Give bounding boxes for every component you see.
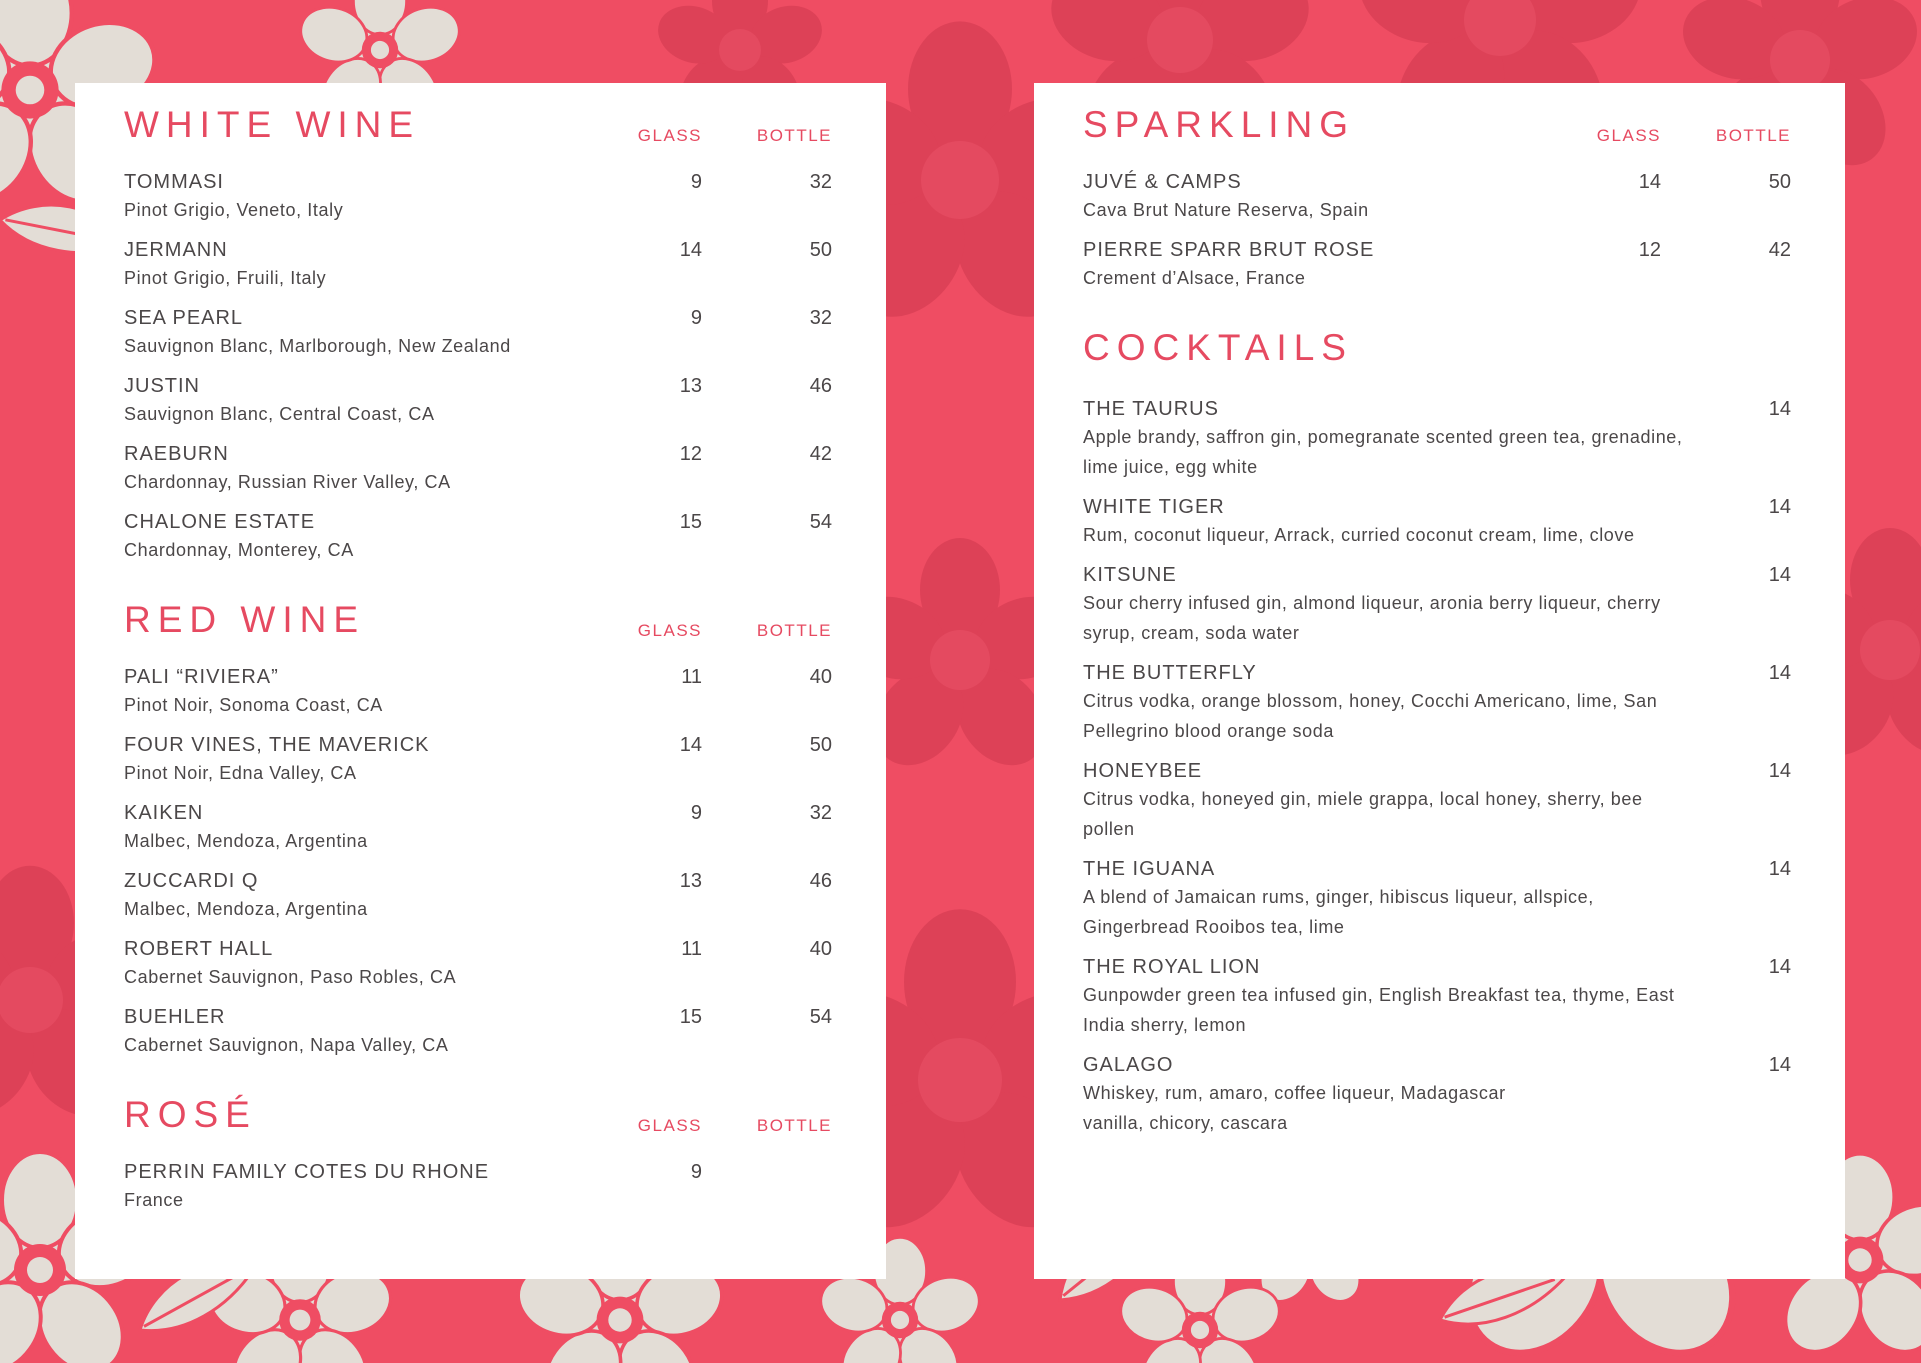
menu-item (124, 169, 832, 225)
bottle-column-label: BOTTLE (756, 1116, 832, 1135)
item-name: JUSTIN (124, 375, 200, 397)
white-wine-section (124, 96, 832, 565)
item-name: WHITE TIGER (1083, 496, 1225, 518)
item-name: TOMMASI (124, 171, 224, 193)
menu-item (124, 305, 832, 361)
menu-item (1083, 856, 1791, 942)
item-description: Sauvignon Blanc, Central Coast, CA (124, 404, 435, 424)
section-header (1083, 319, 1791, 371)
item-name: KAIKEN (124, 802, 204, 824)
cocktails-section (1083, 319, 1791, 1138)
bottle-column-label: BOTTLE (1715, 126, 1791, 145)
menu-panel-left (75, 83, 886, 1279)
item-price: 14 (1768, 760, 1791, 782)
item-name: PALI “RIVIERA” (124, 666, 279, 688)
item-description: A blend of Jamaican rums, ginger, hibiscus liqueur, allspice, Gingerbread Rooibos tea, lime (1083, 887, 1594, 937)
menu-item (124, 441, 832, 497)
glass-price: 12 (1638, 239, 1661, 261)
section-title: RED WINE (124, 599, 365, 640)
section-title: SPARKLING (1083, 104, 1356, 145)
rose-section (124, 1086, 832, 1215)
item-name: PIERRE SPARR BRUT ROSE (1083, 239, 1375, 261)
bottle-price: 32 (809, 307, 832, 329)
menu-item (124, 732, 832, 788)
menu-item (124, 373, 832, 429)
item-price: 14 (1768, 1054, 1791, 1076)
item-price: 14 (1768, 496, 1791, 518)
item-price: 14 (1768, 564, 1791, 586)
item-name: THE TAURUS (1083, 398, 1219, 420)
menu-item (124, 800, 832, 856)
bottle-price: 40 (809, 938, 832, 960)
item-description: France (124, 1190, 184, 1210)
bottle-price: 46 (809, 375, 832, 397)
bottle-price: 42 (809, 443, 832, 465)
bottle-price: 50 (809, 734, 832, 756)
item-description: Pinot Grigio, Fruili, Italy (124, 268, 327, 288)
item-description: Crement d’Alsace, France (1083, 268, 1306, 288)
glass-column-label: GLASS (1596, 126, 1661, 145)
glass-price: 11 (681, 666, 702, 688)
glass-column-label: GLASS (637, 126, 702, 145)
glass-price: 14 (679, 734, 702, 756)
item-description: Chardonnay, Monterey, CA (124, 540, 354, 560)
bottle-column-label: BOTTLE (756, 621, 832, 640)
menu-item (1083, 494, 1791, 550)
section-header (124, 591, 832, 643)
menu-item (124, 509, 832, 565)
item-name: ZUCCARDI Q (124, 870, 259, 892)
item-name: THE ROYAL LION (1083, 956, 1261, 978)
glass-price: 13 (679, 870, 702, 892)
item-name: KITSUNE (1083, 564, 1177, 586)
menu-item (1083, 954, 1791, 1040)
menu-item (1083, 1052, 1791, 1138)
item-price: 14 (1768, 398, 1791, 420)
item-name: THE BUTTERFLY (1083, 662, 1257, 684)
glass-price: 13 (679, 375, 702, 397)
menu-item (1083, 396, 1791, 482)
item-name: THE IGUANA (1083, 858, 1216, 880)
glass-price: 12 (679, 443, 702, 465)
item-description: Pinot Noir, Sonoma Coast, CA (124, 695, 383, 715)
section-title: COCKTAILS (1083, 327, 1353, 368)
glass-price: 11 (681, 938, 702, 960)
section-header (124, 1086, 832, 1138)
item-price: 14 (1768, 662, 1791, 684)
item-name: GALAGO (1083, 1054, 1174, 1076)
section-title: WHITE WINE (124, 104, 421, 145)
item-description: Chardonnay, Russian River Valley, CA (124, 472, 451, 492)
menu-item (1083, 237, 1791, 293)
item-description: Cava Brut Nature Reserva, Spain (1083, 200, 1369, 220)
bottle-price: 42 (1768, 239, 1791, 261)
item-description: Citrus vodka, honeyed gin, miele grappa, local honey, sherry, bee pollen (1083, 789, 1643, 839)
glass-price: 9 (690, 1161, 702, 1183)
bottle-price: 32 (809, 171, 832, 193)
item-description: Gunpowder green tea infused gin, English Breakfast tea, thyme, East India sherry, lemon (1083, 985, 1675, 1035)
glass-price: 14 (679, 239, 702, 261)
glass-price: 9 (690, 307, 702, 329)
section-header (1083, 96, 1791, 148)
sparkling-section (1083, 96, 1791, 293)
item-description: Citrus vodka, orange blossom, honey, Cocchi Americano, lime, San Pellegrino blood orange soda (1083, 691, 1658, 741)
bottle-price: 54 (809, 1006, 832, 1028)
item-name: HONEYBEE (1083, 760, 1203, 782)
glass-price: 15 (679, 511, 702, 533)
menu-panel-right (1034, 83, 1845, 1279)
bottle-price: 32 (809, 802, 832, 824)
item-description: Malbec, Mendoza, Argentina (124, 831, 368, 851)
bottle-price: 40 (809, 666, 832, 688)
item-description: Pinot Noir, Edna Valley, CA (124, 763, 357, 783)
item-price: 14 (1768, 858, 1791, 880)
glass-price: 14 (1638, 171, 1661, 193)
glass-column-label: GLASS (637, 1116, 702, 1135)
item-name: RAEBURN (124, 443, 229, 465)
item-description: Cabernet Sauvignon, Paso Robles, CA (124, 967, 457, 987)
bottle-price: 46 (809, 870, 832, 892)
glass-price: 9 (690, 802, 702, 824)
item-name: PERRIN FAMILY COTES DU RHONE (124, 1161, 490, 1183)
item-name: BUEHLER (124, 1006, 226, 1028)
item-description: Cabernet Sauvignon, Napa Valley, CA (124, 1035, 449, 1055)
glass-column-label: GLASS (637, 621, 702, 640)
menu-item (124, 664, 832, 720)
bottle-price: 50 (1768, 171, 1791, 193)
menu-item (1083, 169, 1791, 225)
item-name: CHALONE ESTATE (124, 511, 316, 533)
item-name: JERMANN (124, 239, 228, 261)
item-description: Malbec, Mendoza, Argentina (124, 899, 368, 919)
item-description: Sauvignon Blanc, Marlborough, New Zealand (124, 336, 511, 356)
menu-item (1083, 660, 1791, 746)
menu-item (124, 936, 832, 992)
menu-item (124, 237, 832, 293)
glass-price: 15 (679, 1006, 702, 1028)
section-title: ROSÉ (124, 1094, 257, 1135)
bottle-price: 50 (809, 239, 832, 261)
glass-price: 9 (690, 171, 702, 193)
item-description: Apple brandy, saffron gin, pomegranate scented green tea, grenadine, lime juice, egg white (1083, 427, 1683, 477)
item-description: Rum, coconut liqueur, Arrack, curried coconut cream, lime, clove (1083, 525, 1635, 545)
item-description: Sour cherry infused gin, almond liqueur, aronia berry liqueur, cherry syrup, cream, soda water (1083, 593, 1661, 643)
menu-item (124, 868, 832, 924)
item-name: SEA PEARL (124, 307, 244, 329)
bottle-price: 54 (809, 511, 832, 533)
bottle-column-label: BOTTLE (756, 126, 832, 145)
section-header (124, 96, 832, 148)
item-name: FOUR VINES, THE MAVERICK (124, 734, 430, 756)
item-description: Whiskey, rum, amaro, coffee liqueur, Madagascar vanilla, chicory, cascara (1083, 1083, 1506, 1133)
menu-item (124, 1004, 832, 1060)
item-name: ROBERT HALL (124, 938, 274, 960)
red-wine-section (124, 591, 832, 1060)
item-price: 14 (1768, 956, 1791, 978)
menu-item (1083, 758, 1791, 844)
menu-item (1083, 562, 1791, 648)
menu-item (124, 1159, 832, 1215)
item-name: JUVÉ & CAMPS (1083, 171, 1242, 193)
item-description: Pinot Grigio, Veneto, Italy (124, 200, 344, 220)
